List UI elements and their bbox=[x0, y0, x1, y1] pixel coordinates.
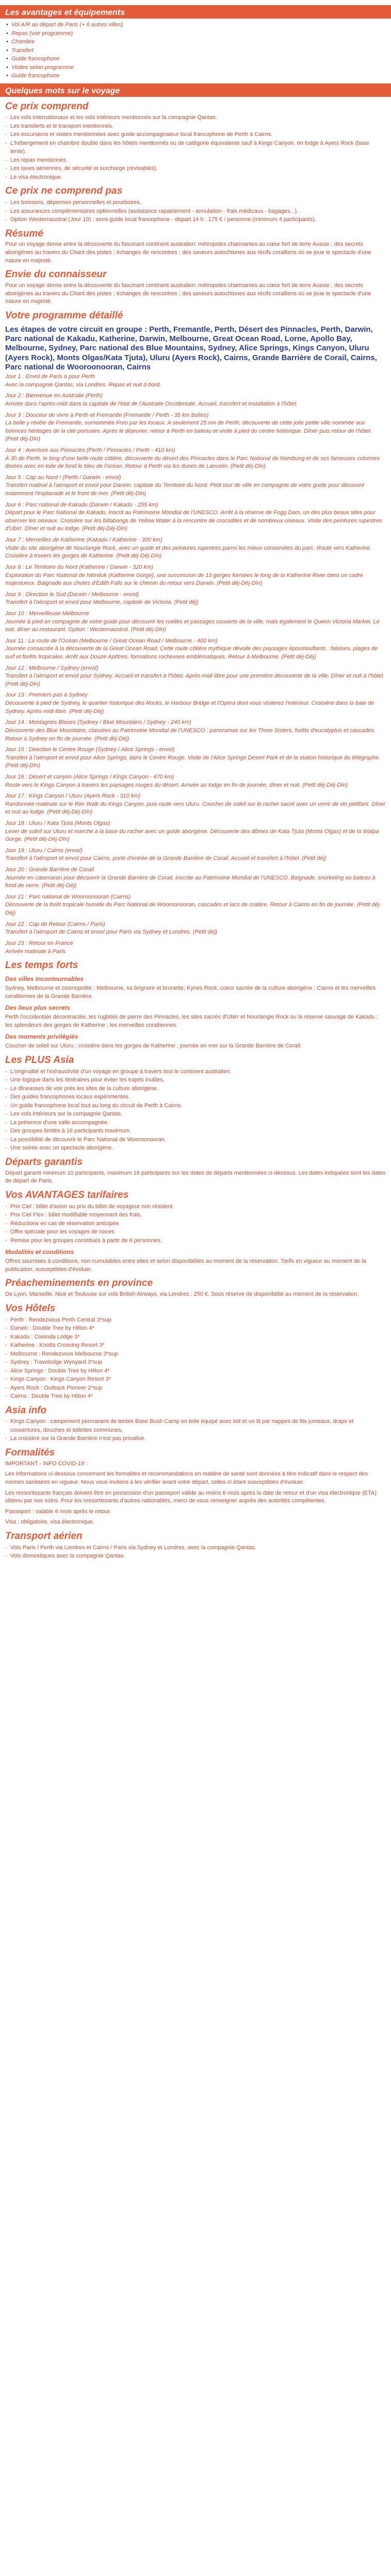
plus-item: - L'originalité et l'exhaustivité d'un voyage en groupe à travers tout le continent australien. bbox=[5, 1067, 386, 1076]
comprend-item: - Les repas mentionnés. bbox=[5, 156, 386, 165]
day-block bbox=[5, 501, 386, 533]
advantage-item: • Transfert bbox=[5, 46, 386, 55]
formalites-text4: Visa : obligatoire, visa électronique. bbox=[5, 1519, 94, 1526]
plus-item: - Des groupes limités à 16 participants maximum. bbox=[5, 1127, 386, 1136]
day-heading: Jour 5 : Cap au Nord ! (Perth / Darwin - envol) bbox=[5, 474, 121, 481]
temps-text: Perth l'occidentale décontractée, les rugbités de pierre des Pinnacles, les sites sacrés d'Ubirr et Nourlangie Rock ou la réserve sauvage de Kakadu ; les splendeurs des gorges de Katherine ; les merveilles coralliennes. bbox=[5, 1014, 378, 1028]
transport-title: Transport aérien bbox=[5, 1530, 83, 1541]
hotel-item: - Kakadu : Cooinda Lodge 3* bbox=[5, 1333, 386, 1342]
formalites-text3: Passeport : valable 6 mois après le retour. bbox=[5, 1508, 111, 1515]
comprend-item: - Les excursions et visites mentionnées avec guide accompagnateur local francophone de Perth à Cairns. bbox=[5, 130, 386, 139]
day-block bbox=[5, 564, 386, 588]
advantage-item: • Guide francophone bbox=[5, 55, 386, 63]
departs-title: Départs garantis bbox=[5, 1156, 83, 1167]
day-block bbox=[5, 940, 386, 956]
day-block bbox=[5, 820, 386, 844]
day-block bbox=[5, 637, 386, 662]
hotel-item: - Darwin : Double Tree by Hilton 4* bbox=[5, 1324, 386, 1333]
hotels-title: Vos Hôtels bbox=[5, 1302, 56, 1314]
asia-list bbox=[5, 1417, 386, 1443]
day-block bbox=[5, 392, 386, 408]
comprend-list bbox=[5, 113, 386, 181]
plus-item: - Une logique dans les itinéraires pour éviter les trajets inutiles. bbox=[5, 1076, 386, 1084]
day-block bbox=[5, 921, 386, 937]
day-heading: Jour 8 : Le Territoire du Nord (Katherine / Darwin - 320 km) bbox=[5, 564, 153, 570]
temps-text: Coucher de soleil sur Uluru ; croisière dans les gorges de Katherine ; journée en mer sur la Grande Barrière de Corail. bbox=[5, 1043, 302, 1049]
avantages-note: Offres soumises à conditions, non cumulables entre elles et selon disponibilités au moment de la réservation. Tarifs en vigueur au moment de la publication, susceptibles d'évoluer. bbox=[5, 1258, 366, 1273]
day-block bbox=[5, 412, 386, 444]
programme-subtitle: Les étapes de votre circuit en groupe : Perth, Fremantle, Perth, Désert des Pinnacles, Perth, Darwin, Parc national de Kakadu, Katherine, Darwin, Melbourne, Great Ocean Road, Lorne, Apollo Bay, Melbourne, Sydney, Parc national des Blue Mountains, Sydney, Alice Springs, Kings Canyon, Uluru (Ayers Rock), Monts Olgas/Kata Tjuta), Uluru (Ayers Rock), Cairns, Grande Barrière de Corail, Cairns, Parc national de Wooroonooran, Cairns bbox=[5, 325, 377, 371]
day-heading: Jour 10 : Merveilleuse Melbourne bbox=[5, 610, 89, 617]
day-heading: Jour 6 : Parc national de Kakadu (Darwin / Kakadu - 255 km) bbox=[5, 501, 158, 508]
asia-item: - La croisière sur la Grande Barrière n'est pas privative. bbox=[5, 1434, 386, 1443]
formalites-important: IMPORTANT - INFO COVID-19 : bbox=[5, 1460, 88, 1467]
day-description: Avec la compagnie Qantas, via Londres. Repas et nuit à bord. bbox=[5, 381, 161, 388]
day-description: Transfert à l'aéroport et envol pour Sydney. Accueil et transfert à l'hôtel. Après-midi libre pour une première découverte de la ville. Dîner et nuit à l'hôtel. (Petit déj-Dîn) bbox=[5, 673, 385, 687]
day-description: Arrivée dans l'après-midi dans la capitale de l'état de l'Australie Occidentale. Accueil, transfert et installation à l'hôtel. bbox=[5, 400, 298, 407]
day-description: Transfert à l'aéroport et envol pour Alice Springs, dans le Centre Rouge. Visite de l'Alice Springs Desert Park et de la station historique du télégraphe. (Petit déj-Dîn) bbox=[5, 754, 381, 769]
hotel-item: - Alice Springs : Double Tree by Hilton 4* bbox=[5, 1367, 386, 1376]
day-heading: Jour 15 : Direction le Centre Rouge (Sydney / Alice Springs - envol) bbox=[5, 747, 175, 753]
day-block bbox=[5, 866, 386, 890]
asia-title: Asia info bbox=[5, 1404, 47, 1416]
noncomprend-item: - Option Westernaustral (Jour 10) : semi-guide local francophone - départ 14 h : 175 € / personne (minimum 4 participants). bbox=[5, 215, 386, 224]
day-description: Arrivée matinale à Paris. bbox=[5, 948, 67, 955]
preach-title: Préacheminements en province bbox=[5, 1278, 153, 1289]
day-description: Découverte de la forêt tropicale humide du Parc National de Wooroonooran, cascades et lacs de cratère. Retour à Cairns en fin de journée. (Petit déj-Déj) bbox=[5, 902, 381, 917]
hotel-item: - Katherine : Knotts Crossing Resort 3* bbox=[5, 1341, 386, 1350]
day-description: Transfert à l'aéroport et envol pour Cairns, porte d'entrée de la Grande Barrière de Corail. Accueil et transfert à l'hôtel. (Petit déj) bbox=[5, 855, 327, 862]
day-heading: Jour 3 : Douceur de vivre à Perth et Fremantle (Fremantle / Perth - 35 km boîtes) bbox=[5, 412, 209, 418]
plus-list bbox=[5, 1067, 386, 1153]
day-block bbox=[5, 447, 386, 471]
day-block bbox=[5, 792, 386, 817]
day-block bbox=[5, 474, 386, 498]
day-description: Route vers le Kings Canyon à travers les paysages rouges du désert. Arrivée au lodge en fin de journée, dîner et nuit. (Petit déj-Déj-Dîn) bbox=[5, 782, 348, 788]
advantage-item: • Visites selon programme bbox=[5, 63, 386, 72]
comprend-item: - L'hébergement en chambre double dans les hôtels mentionnés ou de catégorie équivalente sauf à Kings Canyon, en lodge à Ayers Rock (base tente). bbox=[5, 139, 386, 156]
day-description: Départ pour le Parc National de Kakadu, inscrit au Patrimoine Mondial de l'UNESCO. Arrêt à la réserve de Fogg Dam, un des plus beaux sites pour observer les oiseaux. Croisière sur les billabongs de Yellow Water à la rencontre de crocodiles et de nombreux oiseaux. Visite des peintures rupestres d'Ubirr. Dîner et nuit au lodge. (Petit déj-Déj-Dîn) bbox=[5, 510, 382, 532]
day-description: Transfert matinal à l'aéroport et envol pour Darwin, capitale du Territoire du Nord. Petit tour de ville en compagnie de votre guide pour découvrir notamment l'esplanade et le front de mer. (Petit déj-Dîn) bbox=[5, 482, 365, 497]
hotel-item: - Cairns : Double Tree by Hilton 4* bbox=[5, 1392, 386, 1401]
plus-item: - La présence d'une salle accompagnée. bbox=[5, 1118, 386, 1127]
plus-item: - Les vols intérieurs sur la compagnie Qantas. bbox=[5, 1110, 386, 1118]
day-block bbox=[5, 719, 386, 743]
avantage-tarif-item: - Prix Ciel Flex : billet modifiable moyennant des frais. bbox=[5, 1211, 386, 1219]
day-description: Transfert à l'aéroport de Cairns et envol pour Paris via Sydney et Londres. (Petit déj) bbox=[5, 929, 217, 936]
noncomprend-item: - Les assurances complémentaires optionnelles (assistance rapatriement - annulation - frais médicaux - bagages...). bbox=[5, 207, 386, 216]
day-description: Découverte des Blue Mountains, classées au Patrimoine Mondial de l'UNESCO : panoramas sur les Three Sisters, forêts d'eucalyptus et cascades. Retour à Sydney en fin de journée. (Petit déj-Déj) bbox=[5, 727, 376, 742]
avantages-note-title: Modalités et conditions bbox=[5, 1248, 74, 1256]
avantages-title: Vos AVANTAGES tarifaires bbox=[5, 1189, 129, 1200]
preach-text: De Lyon, Marseille, Nice et Toulouse sur vols British Airways, via Londres : 250 €. Sous réserve de disponibilité au moment de la réservation. bbox=[5, 1291, 359, 1298]
avantage-tarif-item: - Remise pour les groupes constitués à partir de 6 personnes. bbox=[5, 1236, 386, 1245]
hotel-item: - Perth : Rendezvous Perth Central 3*sup bbox=[5, 1316, 386, 1325]
day-description: Exploration du Parc National de Nitmiluk (Katherine Gorge), une succession de 13 gorges formées le long de la Katherine River dans un cadre majestueux. Baignade aux chutes d'Edith Falls sur le chemin du retour vers Darwin. (Petit déj-Déj-Dîn) bbox=[5, 572, 363, 587]
noncomprend-item: - Les boissons, dépenses personnelles et pourboires. bbox=[5, 198, 386, 207]
day-block bbox=[5, 536, 386, 561]
temps-heading: Des lieux plus secrets bbox=[5, 1004, 71, 1012]
day-description: Randonnée matinale sur le Rim Walk du Kings Canyon, puis route vers Uluru. Coucher de soleil sur le rocher sacré avec un verre de vin pétillant. Dîner et nuit au lodge. (Petit déj-Déj-Dîn) bbox=[5, 801, 386, 816]
hotels-list bbox=[5, 1316, 386, 1401]
day-description: Transfert à l'aéroport et envol pour Melbourne, capitale de Victoria. (Petit déj) bbox=[5, 599, 199, 606]
day-block bbox=[5, 847, 386, 863]
day-heading: Jour 11 : La route de l'Océan (Melbourne / Great Ocean Road / Melbourne - 400 km) bbox=[5, 637, 218, 644]
resume-text: Pour un voyage dense entre la découverte du fascinant continent australien: métropoles charmantes au cœur fort de terre Aussie ; des secrets aborigènes au travers du Chant des pistes ; échanges de rencontres ; des saveurs autochtones aux récifs coralliens où se joue le spectacle d'une nature en majesté. bbox=[5, 241, 371, 264]
comprend-item: - Les taxes aériennes, de sécurité et surcharge (révisables). bbox=[5, 164, 386, 173]
day-description: Journée à pied en compagnie de votre guide pour découvrir les ruelles et passages couverts de la ville, mais également le Queen Victoria Market. Le soir, dîner au restaurant. Option : Westernaustral. (Petit déj-Dîn) bbox=[5, 618, 380, 633]
day-heading: Jour 16 : Désert et canyon (Alice Springs / Kings Canyon - 470 km) bbox=[5, 773, 174, 780]
avantage-tarif-item: - Prix Ciel : billet d'avion au prix du billet de voyageur non résident. bbox=[5, 1202, 386, 1211]
comprend-item: - Le visa électronique. bbox=[5, 173, 386, 182]
day-heading: Jour 21 : Parc national de Wooroonooran (Cairns) bbox=[5, 893, 131, 900]
day-description: Journée en catamaran pour découvrir la Grande Barrière de Corail, inscrite au Patrimoine Mondial de l'UNESCO. Baignade, snorkeling ou bateau à fond de verre. (Petit déj-Déj) bbox=[5, 874, 376, 889]
day-heading: Jour 7 : Merveilles de Katherine (Kakadu / Katherine - 300 km) bbox=[5, 537, 162, 544]
day-heading: Jour 22 : Cap de Retour (Cairns / Paris) bbox=[5, 921, 105, 927]
plus-item: - Des guides francophones locaux expérimentés. bbox=[5, 1093, 386, 1101]
noncomprend-list bbox=[5, 198, 386, 224]
hotel-item: - Kings Canyon : Kings Canyon Resort 3* bbox=[5, 1375, 386, 1384]
day-heading: Jour 20 : Grande Barrière de Corail bbox=[5, 867, 94, 873]
hotel-item: - Sydney : Travelodge Wynyard 3*sup bbox=[5, 1358, 386, 1367]
day-description: Visite du site aborigène de Nourlangie Rock, avec un guide et des peintures rupestres parmi les mieux conservées du parc. Route vers Katherine. Croisière à travers les gorges de Katherine. (Petit déj-Déj-Dîn) bbox=[5, 545, 372, 560]
day-heading: Jour 18 : Uluru / Kata Tjuta (Monts Olgas) bbox=[5, 820, 110, 826]
temps-heading: Des villes incontournables bbox=[5, 975, 84, 982]
day-heading: Jour 13 : Premiers pas à Sydney bbox=[5, 692, 88, 699]
day-heading: Jour 23 : Retour en France bbox=[5, 940, 73, 946]
day-block bbox=[5, 773, 386, 789]
day-description: Lever de soleil sur Uluru et marche à la base du rocher avec un guide aborigène. Découverte des dômes de Kata Tjuta (Monts Olgas) et de la Walpa Gorge. (Petit déj-Déj-Dîn) bbox=[5, 828, 379, 843]
avantage-tarif-item: - Offre spéciale pour les voyages de noces. bbox=[5, 1228, 386, 1236]
transport-item: - Vols domestiques avec la compagnie Qantas. bbox=[5, 1552, 386, 1561]
programme-days bbox=[5, 373, 386, 956]
plus-item: - La possibilité de découvrir le Parc National de Wooroonooran. bbox=[5, 1136, 386, 1144]
plus-item: - Un guide francophone local tout au long du circuit de Perth à Cairns. bbox=[5, 1101, 386, 1110]
day-block bbox=[5, 746, 386, 770]
avantage-tarif-item: - Réductions en cas de réservation anticipée. bbox=[5, 1219, 386, 1228]
day-description: La belle y révèle de Fremantle, surnommée Freo par les locaux. A seulement 25 mn de Perth, découverte de cette jolie petite ville nommée aux faïences héritages de la cité portuaire. Après le déjeuner, retour à Perth en bateau et visite à pied du centre historique. Dîner puis retour de l'hôtel. (Petit déj-Dîn) bbox=[5, 420, 372, 443]
day-heading: Jour 19 : Uluru / Cairns (envol) bbox=[5, 847, 83, 854]
hotel-item: - Ayers Rock : Outback Pioneer 2*sup bbox=[5, 1384, 386, 1393]
advantage-item: • Repas (voir programme) bbox=[5, 29, 386, 38]
day-description: Journée consacrée à la découverte de la Great Ocean Road. Cette route côtière mythique dévoile des paysages époustouflants : falaises, plages de surf et forêts tropicales. Arrêt aux Douze Apôtres, formations rocheuses emblématiques. Retour à Melbourne. (Petit déj-Déj) bbox=[5, 646, 378, 660]
day-heading: Jour 12 : Melbourne / Sydney (envol) bbox=[5, 665, 99, 671]
transport-list bbox=[5, 1544, 386, 1561]
formalites-title: Formalités bbox=[5, 1447, 55, 1458]
day-block bbox=[5, 893, 386, 918]
programme-title: Votre programme détaillé bbox=[5, 310, 123, 321]
hotel-item: - Melbourne : Rendezvous Melbourne 3*sup bbox=[5, 1350, 386, 1359]
avantages-list bbox=[5, 1202, 386, 1245]
comprend-title: Ce prix comprend bbox=[5, 100, 89, 112]
day-block bbox=[5, 691, 386, 716]
day-description: À 3h de Perth, le long d'une belle route côtière, découverte du désert des Pinnacles dans le Parc National de Nambung et de ses fameuses colonnes dorées avec en toile de fond le bleu de l'océan. Retour à Perth via les dunes de Lancelin. (Petit déj-Dîn) bbox=[5, 455, 380, 470]
day-heading: Jour 14 : Montagnes Bleues (Sydney / Blue Mountains / Sydney - 240 km) bbox=[5, 719, 191, 726]
advantage-item: • Chambre bbox=[5, 38, 386, 46]
temps-title: Les temps forts bbox=[5, 960, 78, 971]
advantages-banner: Les avantages et équipements bbox=[0, 5, 391, 19]
asia-item: - Kings Canyon : campement permanent de tentes Base Bush Camp en toile équipé avec toit et un lit par nappes de lits jumeaux, draps et couvertures, douches et toilettes communes. bbox=[5, 1417, 386, 1434]
day-heading: Jour 2 : Bienvenue en Australie (Perth) bbox=[5, 393, 103, 399]
resume-title: Résumé bbox=[5, 228, 43, 239]
day-block bbox=[5, 373, 386, 389]
temps-heading: Des moments privilégiés bbox=[5, 1033, 78, 1041]
departs-text: Départ garanti minimum 10 participants, maximum 16 participants sur les dates de départs mentionnées ci-dessous. Les dates indiquées sont les dates de départ de Paris. bbox=[5, 1170, 386, 1184]
day-block bbox=[5, 591, 386, 607]
transport-item: - Vols Paris / Perth via Londres et Cairns / Paris via Sydney et Londres, avec la compagnie Qantas. bbox=[5, 1544, 386, 1552]
highlights-banner: Quelques mots sur le voyage bbox=[0, 83, 391, 97]
formalites-text1: Les informations ci-dessous concernent les formalités et recommandations en matière de santé sont données à titre indicatif dans le respect des normes sanitaires en vigueur. Nous vous invitons à les vérifier avant votre départ, celles-ci étant susceptibles d'évoluer. bbox=[5, 1471, 368, 1485]
day-block bbox=[5, 610, 386, 634]
day-description: Découverte à pied de Sydney, le quartier historique des Rocks, le Harbour Bridge et l'Opéra dont vous visiterez l'intérieur. Croisière dans la baie de Sydney. Après-midi libre. (Petit déj-Déj) bbox=[5, 700, 374, 715]
plus-item: - Le dîneasses de voir près les sites de la culture aborigène. bbox=[5, 1084, 386, 1093]
advantage-item: • Vol A/R au départ de Paris (+ 6 autres villes) bbox=[5, 21, 386, 29]
formalites-text2: Les ressortissants français doivent être en possession d'un passeport valide au moins 6 mois après la date de retour et d'un visa électronique (ETA) obtenu par nos soins. Pour les ressortissants d'autres nationalités, merci de vous renseigner auprès des autorités compétentes. bbox=[5, 1489, 377, 1504]
temps-text: Sydney, Melbourne et cosmopolite ; Melbourne, sa brignore et brunette; Kynes Rock, coeur sacrée de la culture aborigène ; Cairns et les merveilles coralliennes de la Grande Barrière. bbox=[5, 985, 376, 999]
temps-list bbox=[5, 975, 386, 1050]
day-heading: Jour 1 : Envol de Paris à pour Perth bbox=[5, 374, 95, 380]
envie-text: Pour un voyage dense entre la découverte du fascinant continent australien: métropoles charmantes au cœur fort de terre Aussie ; des secrets aborigènes au travers du Chant des pistes ; échanges de rencontres ; des saveurs autochtones aux récifs coralliens où se joue le spectacle d'une nature en majesté. bbox=[5, 282, 371, 305]
main-content bbox=[0, 101, 391, 1561]
advantage-item: • Guide francophone bbox=[5, 72, 386, 80]
envie-title: Envie du connaisseur bbox=[5, 269, 107, 280]
day-heading: Jour 4 : Aventure aux Pinnacles (Perth / Pinnacles / Perth - 410 km) bbox=[5, 447, 175, 453]
day-heading: Jour 9 : Direction le Sud (Darwin / Melbourne - envol) bbox=[5, 591, 139, 598]
advantages-list bbox=[5, 21, 386, 80]
day-heading: Jour 17 : Kings Canyon / Uluru (Ayers Rock - 310 km) bbox=[5, 793, 141, 800]
noncomprend-title: Ce prix ne comprend pas bbox=[5, 185, 123, 197]
comprend-item: - Les transferts et le transport mentionnés. bbox=[5, 122, 386, 131]
comprend-item: - Les vols internationaux et les vols intérieurs mentionnés sur la compagnie Qantas. bbox=[5, 113, 386, 122]
day-block bbox=[5, 665, 386, 689]
plus-item: - Une soirée avec un spectacle aborigène. bbox=[5, 1144, 386, 1153]
plus-title: Les PLUS Asia bbox=[5, 1055, 74, 1066]
